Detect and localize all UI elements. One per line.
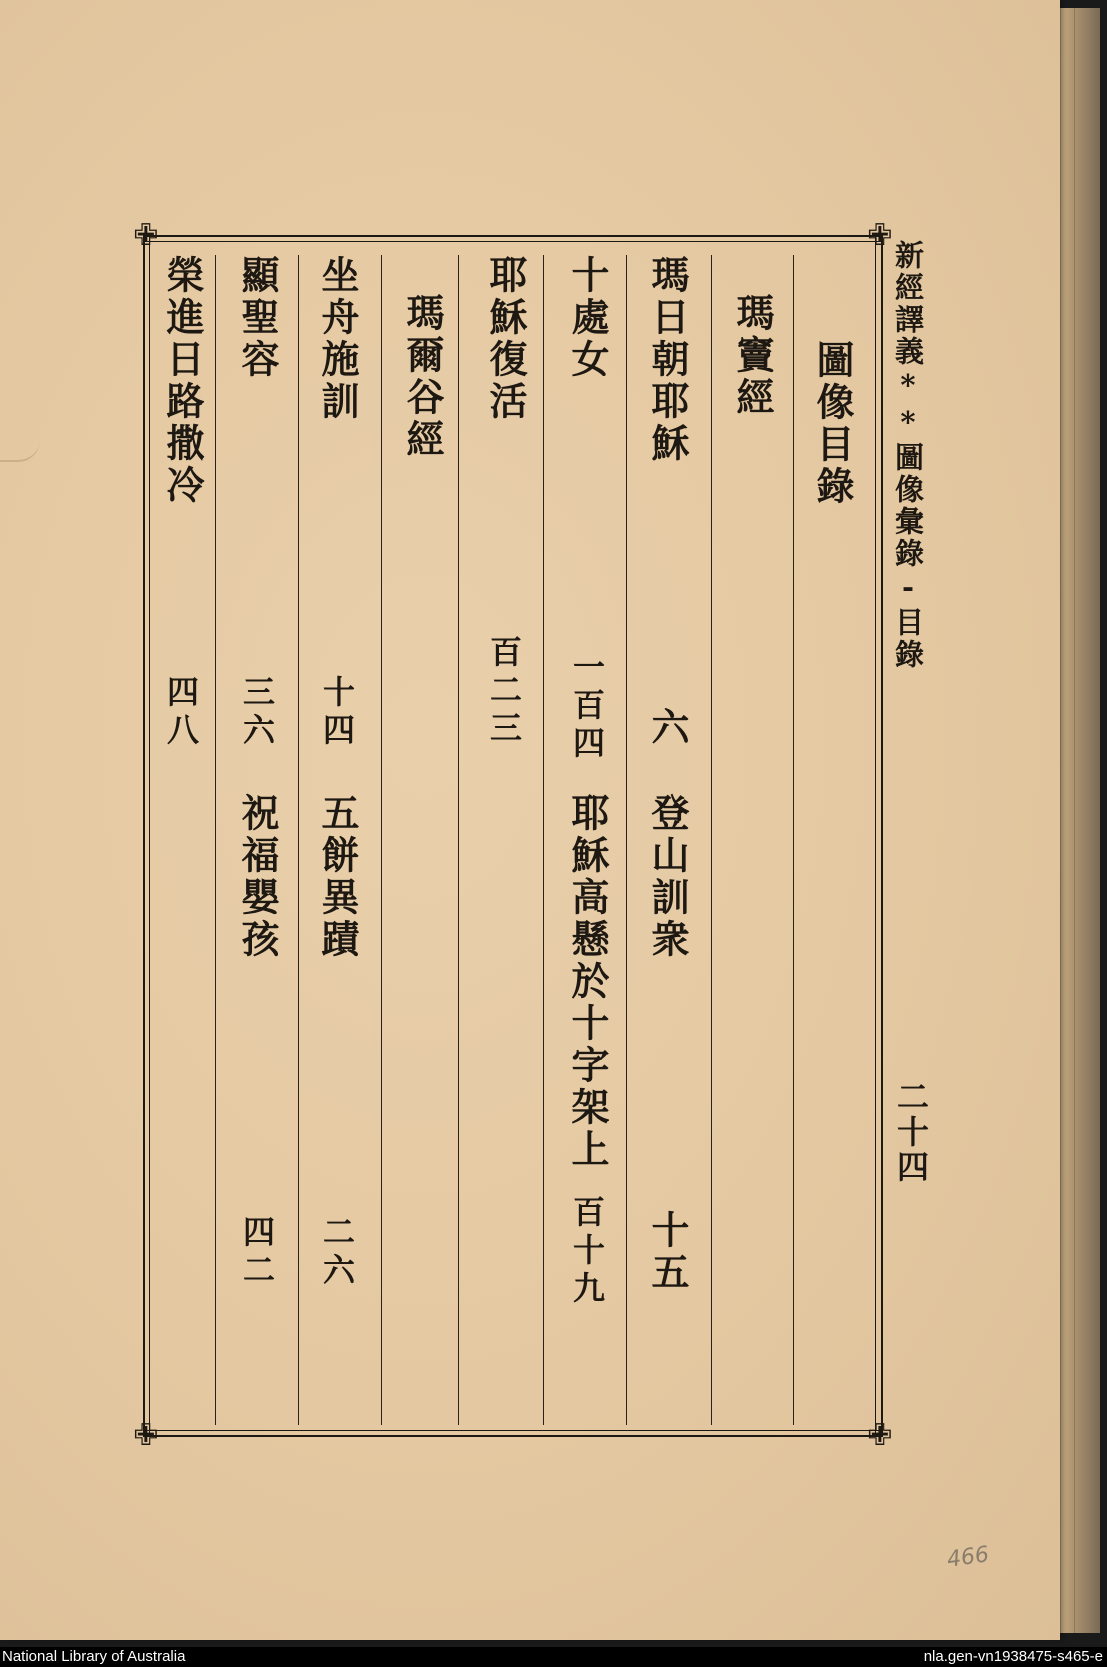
toc-entry-title: 坐舟施訓: [315, 255, 360, 423]
binding-string: [0, 440, 40, 462]
footer-bar: [0, 1647, 1107, 1667]
toc-entry-title: 顯聖容: [235, 255, 280, 381]
toc-entry-title: 耶穌高懸於十字架上: [565, 793, 610, 1171]
toc-entry-title: 耶穌復活: [483, 255, 528, 423]
corner-ornament-bottom-left: ✙: [133, 1418, 159, 1453]
toc-frame: [133, 218, 893, 1453]
toc-entry-page: 三六: [238, 675, 276, 751]
toc-entry-title: 十處女: [565, 255, 610, 381]
toc-heading: 圖像目錄: [810, 340, 855, 508]
toc-entry-page: 四二: [238, 1215, 276, 1291]
footer-institution: National Library of Australia: [2, 1648, 186, 1665]
toc-entry-title: 五餅異蹟: [315, 793, 360, 961]
toc-entry-page: 一百四: [568, 650, 606, 764]
corner-ornament-bottom-right: ✙: [867, 1418, 893, 1453]
toc-entry-page: 十五: [645, 1210, 690, 1294]
toc-entry-page: 十四: [318, 675, 356, 751]
toc-entry-title: 榮進日路撒冷: [160, 255, 205, 507]
toc-entry-page: 百二三: [485, 635, 523, 749]
toc-entry-title: 瑪爾谷經: [400, 293, 445, 461]
toc-entry-title: 瑪日朝耶穌: [645, 255, 690, 465]
running-title: 新經譯義**圖像彙錄-目錄: [891, 240, 925, 671]
toc-entry-title: 登山訓衆: [645, 793, 690, 961]
toc-entry-page: 二六: [318, 1215, 356, 1291]
toc-entry-title: 祝福嬰孩: [235, 793, 280, 961]
toc-entry-page: 四八: [162, 675, 200, 751]
toc-entry-page: 六: [645, 707, 690, 749]
toc-entry-page: 百十九: [568, 1195, 606, 1309]
corner-ornament-top-left: ✙: [133, 218, 159, 253]
corner-ornament-top-right: ✙: [867, 218, 893, 253]
page-number: 二十四: [892, 1080, 930, 1185]
footer-identifier: nla.gen-vn1938475-s465-e: [923, 1648, 1103, 1665]
toc-entry-title: 瑪竇經: [730, 293, 775, 419]
pencil-annotation: 466: [945, 1542, 991, 1573]
